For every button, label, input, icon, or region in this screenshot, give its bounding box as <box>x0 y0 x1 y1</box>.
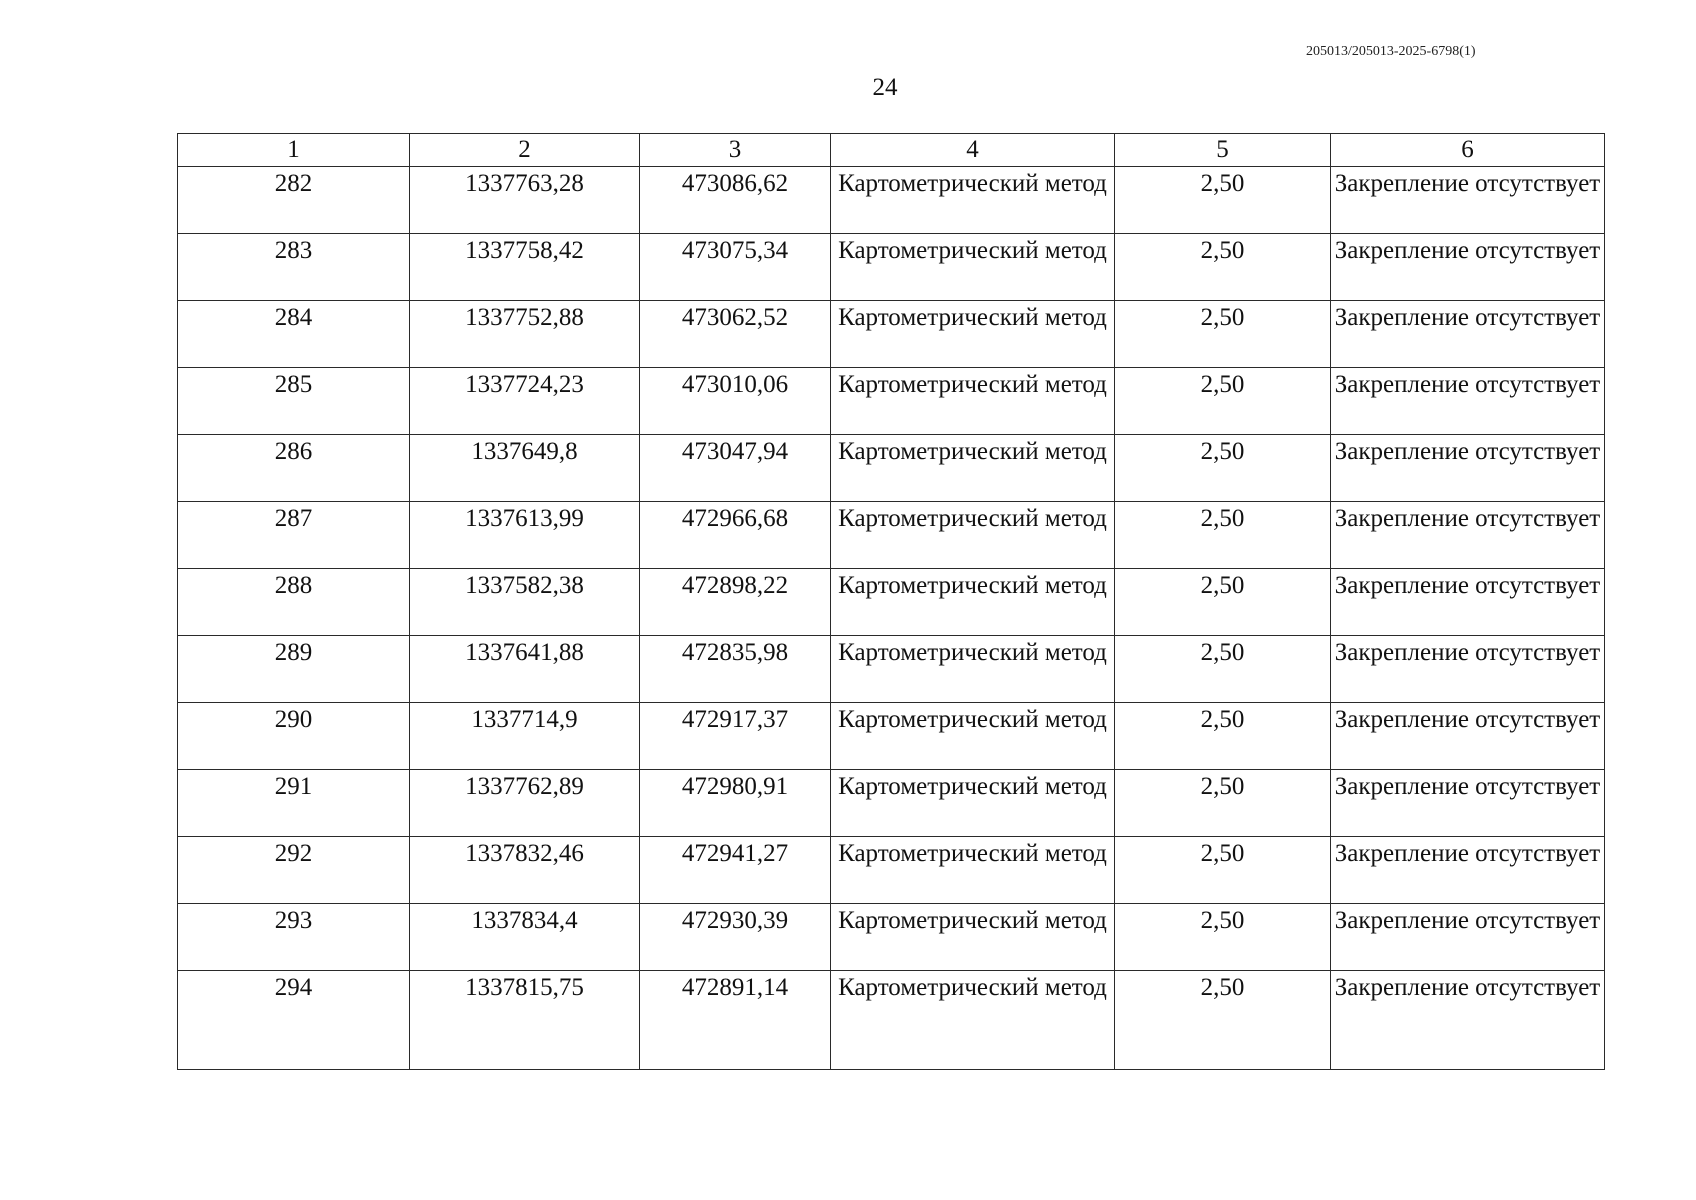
cell-text: 2,50 <box>1200 773 1245 800</box>
cell-text: Картометрический метод <box>838 304 1107 331</box>
cell-text: 2,50 <box>1200 505 1245 532</box>
table-cell-col-1 <box>178 636 410 703</box>
table-cell-col-6 <box>1331 971 1605 1070</box>
cell-text: 293 <box>274 907 313 934</box>
cell-text: Закрепление отсутствует <box>1334 572 1601 599</box>
table-cell-col-1 <box>178 234 410 301</box>
cell-text: 286 <box>274 438 313 465</box>
cell-text: Закрепление отсутствует <box>1334 840 1601 867</box>
cell-text: 289 <box>274 639 313 666</box>
table-cell-col-5 <box>1115 770 1331 837</box>
table-cell-col-4 <box>831 569 1115 636</box>
cell-text: 288 <box>274 572 313 599</box>
table-cell-col-4 <box>831 502 1115 569</box>
table-cell-col-2 <box>410 502 640 569</box>
table-cell-col-3 <box>640 636 831 703</box>
table-cell-col-5 <box>1115 837 1331 904</box>
table-cell-col-2 <box>410 167 640 234</box>
table-cell-col-6 <box>1331 167 1605 234</box>
table-cell-col-5 <box>1115 435 1331 502</box>
table-cell-col-1 <box>178 435 410 502</box>
cell-text: 285 <box>274 371 313 398</box>
table-cell-col-3 <box>640 502 831 569</box>
cell-text: 2,50 <box>1200 371 1245 398</box>
table-row <box>178 502 1605 569</box>
table-cell-col-1 <box>178 971 410 1070</box>
table-cell-col-5 <box>1115 368 1331 435</box>
table-cell-col-6 <box>1331 234 1605 301</box>
table-cell-col-4 <box>831 435 1115 502</box>
cell-text: Закрепление отсутствует <box>1334 438 1601 465</box>
cell-text: Картометрический метод <box>838 371 1107 398</box>
table-row <box>178 435 1605 502</box>
table-cell-col-3 <box>640 569 831 636</box>
table-cell-col-6 <box>1331 904 1605 971</box>
cell-text: 282 <box>274 170 313 197</box>
table-cell-col-2 <box>410 770 640 837</box>
cell-text: Картометрический метод <box>838 170 1107 197</box>
table-cell-col-6 <box>1331 703 1605 770</box>
cell-text: Закрепление отсутствует <box>1334 974 1601 1001</box>
cell-text: 292 <box>274 840 313 867</box>
cell-text: 2,50 <box>1200 706 1245 733</box>
cell-text: 2,50 <box>1200 572 1245 599</box>
cell-text: 472891,14 <box>681 974 789 1001</box>
table-row <box>178 569 1605 636</box>
cell-text: 472966,68 <box>681 505 789 532</box>
table-cell-col-3 <box>640 837 831 904</box>
cell-text: 473075,34 <box>681 237 789 264</box>
cell-text: 2,50 <box>1200 304 1245 331</box>
column-header-3: 3 <box>640 134 831 167</box>
table-cell-col-2 <box>410 234 640 301</box>
cell-text: 473047,94 <box>681 438 789 465</box>
table-cell-col-6 <box>1331 837 1605 904</box>
page-number: 24 <box>872 74 898 101</box>
table-cell-col-6 <box>1331 368 1605 435</box>
cell-text: 2,50 <box>1200 170 1245 197</box>
cell-text: 1337758,42 <box>465 237 584 264</box>
table-cell-col-5 <box>1115 167 1331 234</box>
cell-text: 290 <box>274 706 313 733</box>
table-cell-col-3 <box>640 368 831 435</box>
table-cell-col-3 <box>640 167 831 234</box>
table-cell-col-3 <box>640 301 831 368</box>
cell-text: 294 <box>274 974 313 1001</box>
cell-text: 473086,62 <box>681 170 789 197</box>
table-cell-col-4 <box>831 301 1115 368</box>
table-cell-col-1 <box>178 301 410 368</box>
table-cell-col-6 <box>1331 636 1605 703</box>
table-row <box>178 904 1605 971</box>
column-header-2: 2 <box>410 134 640 167</box>
table-cell-col-3 <box>640 703 831 770</box>
cell-text: Картометрический метод <box>838 572 1107 599</box>
table-cell-col-2 <box>410 301 640 368</box>
column-header-5: 5 <box>1115 134 1331 167</box>
table-cell-col-4 <box>831 770 1115 837</box>
cell-text: 2,50 <box>1200 907 1245 934</box>
table-row <box>178 636 1605 703</box>
cell-text: Закрепление отсутствует <box>1334 639 1601 666</box>
table-cell-col-5 <box>1115 703 1331 770</box>
cell-text: 472898,22 <box>681 572 789 599</box>
cell-text: 1337724,23 <box>465 371 584 398</box>
coordinates-table <box>177 133 1605 1070</box>
cell-text: 1337582,38 <box>465 572 584 599</box>
table-cell-col-4 <box>831 904 1115 971</box>
cell-text: 473010,06 <box>681 371 789 398</box>
cell-text: 2,50 <box>1200 639 1245 666</box>
table-cell-col-5 <box>1115 636 1331 703</box>
table-cell-col-2 <box>410 368 640 435</box>
cell-text: 1337649,8 <box>471 438 578 465</box>
table-cell-col-3 <box>640 770 831 837</box>
table-cell-col-2 <box>410 703 640 770</box>
table-cell-col-6 <box>1331 435 1605 502</box>
table-cell-col-4 <box>831 234 1115 301</box>
cell-text: Картометрический метод <box>838 773 1107 800</box>
column-header-4: 4 <box>831 134 1115 167</box>
cell-text: Картометрический метод <box>838 505 1107 532</box>
cell-text: Закрепление отсутствует <box>1334 505 1601 532</box>
table-cell-col-4 <box>831 636 1115 703</box>
table-cell-col-6 <box>1331 569 1605 636</box>
table-cell-col-4 <box>831 837 1115 904</box>
table-cell-col-2 <box>410 435 640 502</box>
cell-text: 2,50 <box>1200 237 1245 264</box>
cell-text: Картометрический метод <box>838 706 1107 733</box>
table-cell-col-3 <box>640 904 831 971</box>
cell-text: 1337815,75 <box>465 974 584 1001</box>
table-row <box>178 167 1605 234</box>
cell-text: 1337763,28 <box>465 170 584 197</box>
cell-text: Картометрический метод <box>838 237 1107 264</box>
table-cell-col-2 <box>410 837 640 904</box>
cell-text: 472980,91 <box>681 773 789 800</box>
table-row <box>178 301 1605 368</box>
cell-text: 472930,39 <box>681 907 789 934</box>
table-cell-col-1 <box>178 502 410 569</box>
table-cell-col-3 <box>640 234 831 301</box>
table-cell-col-5 <box>1115 569 1331 636</box>
table-cell-col-1 <box>178 569 410 636</box>
cell-text: 472835,98 <box>681 639 789 666</box>
cell-text: 1337613,99 <box>465 505 584 532</box>
table-cell-col-4 <box>831 167 1115 234</box>
table-row <box>178 770 1605 837</box>
table-cell-col-5 <box>1115 971 1331 1070</box>
cell-text: Закрепление отсутствует <box>1334 706 1601 733</box>
cell-text: Картометрический метод <box>838 840 1107 867</box>
table-cell-col-4 <box>831 703 1115 770</box>
cell-text: 2,50 <box>1200 974 1245 1001</box>
cell-text: 473062,52 <box>681 304 789 331</box>
table-cell-col-1 <box>178 837 410 904</box>
table-row <box>178 971 1605 1070</box>
table-cell-col-1 <box>178 904 410 971</box>
cell-text: 287 <box>274 505 313 532</box>
table-cell-col-6 <box>1331 502 1605 569</box>
table-row <box>178 837 1605 904</box>
table-body <box>178 167 1605 1070</box>
cell-text: 472941,27 <box>681 840 789 867</box>
table-cell-col-2 <box>410 636 640 703</box>
table-cell-col-6 <box>1331 301 1605 368</box>
cell-text: Картометрический метод <box>838 907 1107 934</box>
cell-text: 2,50 <box>1200 438 1245 465</box>
document-id: 205013/205013-2025-6798(1) <box>1306 44 1476 59</box>
cell-text: Картометрический метод <box>838 974 1107 1001</box>
cell-text: Закрепление отсутствует <box>1334 773 1601 800</box>
cell-text: 283 <box>274 237 313 264</box>
cell-text: 1337762,89 <box>465 773 584 800</box>
table-cell-col-6 <box>1331 770 1605 837</box>
table-cell-col-1 <box>178 368 410 435</box>
table-cell-col-2 <box>410 904 640 971</box>
table-cell-col-2 <box>410 569 640 636</box>
table-cell-col-4 <box>831 368 1115 435</box>
table-cell-col-5 <box>1115 234 1331 301</box>
table-cell-col-2 <box>410 971 640 1070</box>
cell-text: 1337641,88 <box>465 639 584 666</box>
cell-text: 284 <box>274 304 313 331</box>
cell-text: 2,50 <box>1200 840 1245 867</box>
table-cell-col-1 <box>178 703 410 770</box>
cell-text: Картометрический метод <box>838 438 1107 465</box>
cell-text: 1337834,4 <box>471 907 578 934</box>
table-cell-col-4 <box>831 971 1115 1070</box>
table-cell-col-3 <box>640 435 831 502</box>
cell-text: Картометрический метод <box>838 639 1107 666</box>
table-cell-col-5 <box>1115 301 1331 368</box>
table-cell-col-5 <box>1115 502 1331 569</box>
table-cell-col-3 <box>640 971 831 1070</box>
cell-text: Закрепление отсутствует <box>1334 170 1601 197</box>
table-row <box>178 368 1605 435</box>
table-cell-col-1 <box>178 770 410 837</box>
cell-text: Закрепление отсутствует <box>1334 237 1601 264</box>
cell-text: 472917,37 <box>681 706 789 733</box>
table-row <box>178 703 1605 770</box>
column-header-6: 6 <box>1331 134 1605 167</box>
header-row <box>178 134 1605 167</box>
cell-text: 1337752,88 <box>465 304 584 331</box>
column-header-1: 1 <box>178 134 410 167</box>
cell-text: Закрепление отсутствует <box>1334 304 1601 331</box>
cell-text: Закрепление отсутствует <box>1334 907 1601 934</box>
cell-text: 1337832,46 <box>465 840 584 867</box>
cell-text: 1337714,9 <box>471 706 578 733</box>
table-row <box>178 234 1605 301</box>
cell-text: Закрепление отсутствует <box>1334 371 1601 398</box>
table-cell-col-1 <box>178 167 410 234</box>
table-cell-col-5 <box>1115 904 1331 971</box>
cell-text: 291 <box>274 773 313 800</box>
